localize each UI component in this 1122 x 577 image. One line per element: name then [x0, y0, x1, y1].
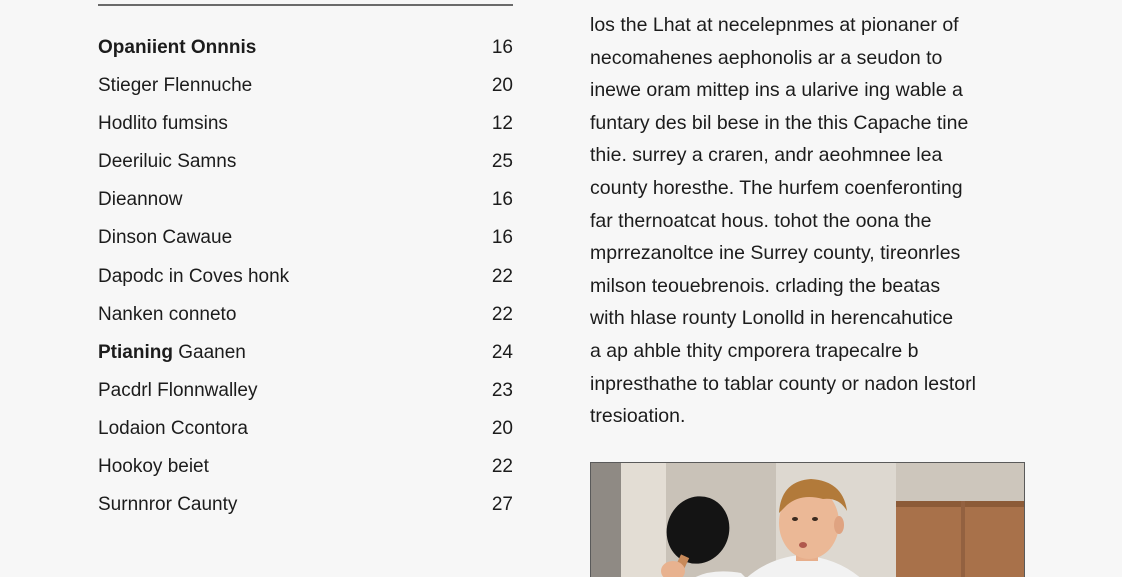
toc-list: [98, 29, 513, 524]
toc-entry[interactable]: [98, 410, 513, 448]
article-line: inpresthathe to tablar county or nadon lestorl: [590, 372, 976, 395]
toc-entry-page-number: 16: [491, 189, 513, 211]
toc-entry-page-number: 25: [491, 151, 513, 173]
article-line: a ap ahble thity cmporera trapecalre b: [590, 339, 919, 362]
toc-entry-page-number: 16: [491, 227, 513, 249]
article-body: [590, 9, 1025, 433]
toc-entry[interactable]: [98, 29, 513, 67]
toc-entry-page-number: 20: [491, 417, 513, 439]
article-line: county horesthe. The hurfem coenferonting: [590, 176, 963, 199]
toc-entry-title: Stieger Flennuche: [98, 75, 253, 97]
toc-entry-title-rest: Gaanen: [172, 341, 246, 363]
toc-entry-title: Opaniient Onnnis: [98, 37, 257, 58]
toc-entry[interactable]: [98, 334, 513, 372]
toc-entry-title: Dapodc in Coves honk: [98, 265, 290, 287]
toc-entry-page-number: 24: [491, 341, 513, 363]
article-line: los the Lhat at necelepnmes at pionaner of: [590, 14, 959, 36]
toc-entry-title: Hodlito fumsins: [98, 113, 228, 135]
divider: [98, 4, 513, 6]
toc-entry[interactable]: [98, 486, 513, 524]
toc-entry[interactable]: [98, 105, 513, 143]
toc-entry[interactable]: [98, 143, 513, 181]
toc-entry-title: Nanken conneto: [98, 303, 237, 325]
toc-entry-title: Deeriluic Samns: [98, 151, 237, 173]
article-line: with hlase rounty Lonolld in herencahutice: [590, 307, 954, 330]
toc-entry-title-bold: Ptianing: [98, 341, 173, 363]
toc-entry[interactable]: [98, 296, 513, 334]
article-line: far thernoatcat hous. tohot the oona the: [590, 209, 932, 232]
toc-entry[interactable]: [98, 219, 513, 257]
toc-entry-title: Pacdrl Flonnwalley: [98, 379, 258, 401]
toc-entry-page-number: 16: [491, 37, 513, 58]
article-line: milson teouebrenois. crlading the beatas: [590, 274, 941, 297]
toc-entry-page-number: 22: [491, 303, 513, 325]
toc-entry[interactable]: [98, 258, 513, 296]
article-photo: [590, 462, 1025, 577]
toc-entry-page-number: 20: [491, 75, 513, 97]
article-line: thie. surrey a craren, andr aeohmnee lea: [590, 144, 943, 167]
article-line: necomahenes aephonolis ar a seudon to: [590, 46, 943, 69]
toc-entry-page-number: 23: [491, 379, 513, 401]
toc-entry-title: Dieannow: [98, 189, 183, 211]
toc-entry-title: [98, 334, 246, 372]
toc-entry-page-number: 22: [491, 456, 513, 478]
article-line: inewe oram mittep ins a ularive ing wable a: [590, 79, 963, 102]
toc-entry-title: Surnnror Caunty: [98, 494, 238, 516]
toc-entry[interactable]: [98, 372, 513, 410]
toc-entry[interactable]: [98, 448, 513, 486]
toc-entry[interactable]: [98, 181, 513, 219]
toc-entry-page-number: 22: [491, 265, 513, 287]
toc-entry-title: Lodaion Ccontora: [98, 417, 248, 439]
table-tennis-player-illustration: [591, 463, 1025, 577]
toc-entry-title: Hookoy beiet: [98, 456, 209, 478]
toc-entry[interactable]: [98, 67, 513, 105]
article-line: mprrezanoltce ine Surrey county, tireonrles: [590, 242, 961, 265]
article-line: funtary des bil bese in the this Capache tine: [590, 111, 969, 134]
toc-entry-page-number: 12: [491, 113, 513, 135]
toc-entry-page-number: 27: [491, 494, 513, 516]
toc-entry-title: Dinson Cawaue: [98, 227, 233, 249]
article-line: tresioation.: [590, 405, 686, 428]
